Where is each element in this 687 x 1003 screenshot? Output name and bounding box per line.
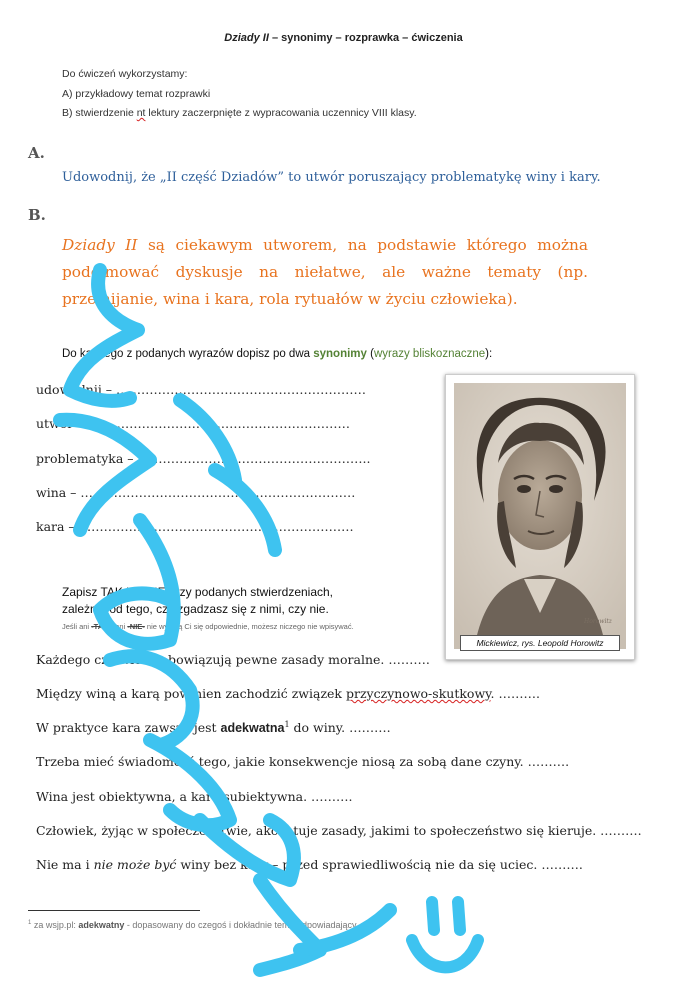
section-b-task: Dziady II są ciekawym utworem, na podstawie którego można podejmować dyskusje na niełatwe, ale ważne tematy (np. przemijanie, wina i kara, rola rytuałów w życiu człowieka). <box>62 236 589 308</box>
section-a-letter: A. <box>28 144 45 162</box>
statement-3[interactable]: W praktyce kara zawsze jest adekwatna$^1$ do winy. ………. <box>36 720 391 736</box>
true-false-note: Jeśli ani -TAK-, ani -NIE- nie wydają Ci się odpowiednie, możesz niczego nie wpisywać. <box>62 622 354 631</box>
portrait-frame <box>445 374 635 660</box>
synonym-line-wina[interactable]: wina – ………………………………………………………… <box>36 485 356 500</box>
true-false-instruction <box>62 584 333 618</box>
portrait-caption: Mickiewicz, rys. Leopold Horowitz <box>460 635 620 651</box>
statement-6[interactable]: Człowiek, żyjąc w społeczeństwie, akceptuje zasady, jakimi to społeczeństwo się kieruje. ………. <box>36 823 642 838</box>
svg-text:Horowitz: Horowitz <box>584 618 612 625</box>
mickiewicz-portrait <box>454 383 626 649</box>
footnote: $^1$ za wsjp.pl: adekwatny - dopasowany do czegoś i dokładnie temu odpowiadający <box>28 920 357 930</box>
true-false-instruction-line-2: zależnie od tego, czy zgadzasz się z nimi, czy nie. <box>62 602 329 616</box>
synonym-line-utwor[interactable]: utwór – ……………………………………………………… <box>36 416 350 431</box>
page-title: Dziady II – synonimy – rozprawka – ćwiczenia <box>224 32 463 44</box>
intro-line-2: A) przykładowy temat rozprawki <box>62 88 211 100</box>
section-a-task: Udowodnij, że „II część Dziadów” to utwór poruszający problematykę winy i kary. <box>62 170 601 185</box>
statement-2[interactable]: Między winą a karą powinien zachodzić związek przyczynowo-skutkowy. ………. <box>36 686 540 701</box>
footnote-divider <box>28 910 200 911</box>
synonym-line-problematyka[interactable]: problematyka – ……………………………………………….. <box>36 451 371 466</box>
synonym-line-kara[interactable]: kara – ………………………………………………………… <box>36 519 354 534</box>
statement-7[interactable]: Nie ma i nie może być winy bez kary – przed sprawiedliwością nie da się uciec. ………. <box>36 857 583 872</box>
statement-4[interactable]: Trzeba mieć świadomość tego, jakie konsekwencje niosą za sobą dane czyny. ………. <box>36 754 570 769</box>
intro-line-3: B) stwierdzenie nt lektury zaczerpnięte z wypracowania uczennicy VIII klasy. <box>62 107 417 119</box>
statement-1[interactable]: Każdego człowieka obowiązują pewne zasady moralne. ………. <box>36 652 430 667</box>
synonyms-instruction: Do każdego z podanych wyrazów dopisz po dwa synonimy (wyrazy bliskoznaczne): <box>62 348 493 360</box>
portrait-drawing <box>454 383 626 649</box>
true-false-instruction-line-1: Zapisz TAK lub NIE przy podanych stwierdzeniach, <box>62 585 334 599</box>
section-b-letter: B. <box>28 206 46 224</box>
statement-5[interactable]: Wina jest obiektywna, a kara subiektywna. ………. <box>36 789 353 804</box>
intro-line-1: Do ćwiczeń wykorzystamy: <box>62 68 188 80</box>
synonym-line-udowodnij[interactable]: udowodnij – …………………………………………………… <box>36 382 366 397</box>
